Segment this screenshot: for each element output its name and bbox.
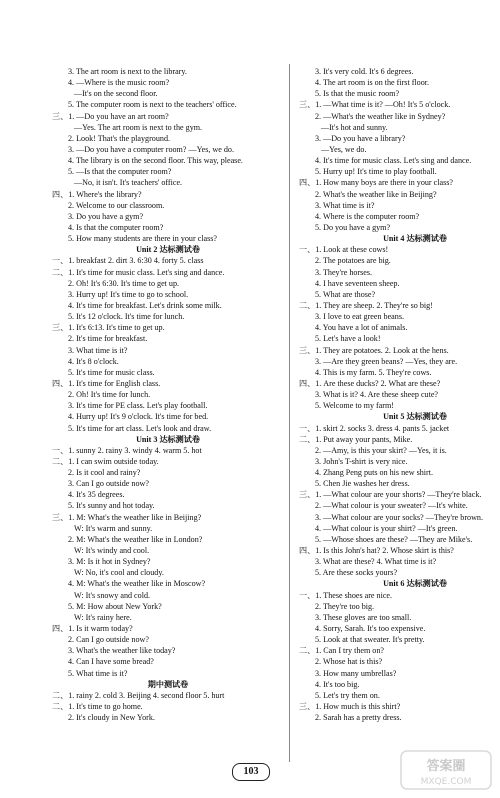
section-heading: 期中测试卷 [147, 679, 189, 689]
answer-line: 一、1. Look at these cows! [299, 245, 389, 255]
answer-line: 四、1. It's time for English class. [52, 378, 161, 388]
answer-line: 5. Let's try them on. [315, 690, 380, 700]
answer-line: 2. —What colour is your sweater? —It's white. [315, 501, 468, 511]
answer-line: 三、1. How much is this shirt? [299, 702, 401, 712]
answer-line: 4. It's too big. [315, 679, 360, 689]
answer-line: 4. —What colour is your shirt? —It's green. [315, 523, 458, 533]
answer-line: 3. Can I go outside now? [68, 479, 149, 489]
answer-line: 4. The art room is on the first floor. [315, 78, 430, 88]
answer-line: —It's on the second floor. [74, 89, 158, 99]
answer-line: 3. What time is it? [68, 345, 128, 355]
answer-line: 4. Where is the computer room? [315, 211, 420, 221]
answer-line: 5. —Is that the computer room? [68, 167, 172, 177]
answer-line: 2. Oh! It's 6:30. It's time to get up. [68, 278, 180, 288]
answer-line: 二、1. Can I try them on? [299, 646, 384, 656]
answer-line: 2. Can I go outside now? [68, 635, 149, 645]
answer-line: 5. How many students are there in your class? [68, 234, 218, 244]
answer-line: 4. I have seventeen sheep. [315, 278, 400, 288]
answer-line: 3. —Are they green beans? —Yes, they are. [315, 356, 458, 366]
answer-line: 4. Is that the computer room? [68, 222, 164, 232]
answer-line: 2. —Amy, is this your skirt? —Yes, it is. [315, 445, 447, 455]
answer-line: 2. M: What's the weather like in London? [68, 534, 203, 544]
answer-line: 四、1. Is this John's hat? 2. Whose skirt is this? [299, 546, 454, 556]
answer-line: 二、1. They are sheep. 2. They're so big! [299, 300, 433, 310]
answer-line: W: It's windy and cool. [74, 546, 150, 556]
answer-line: W: It's rainy here. [74, 612, 132, 622]
answer-line: 三、1. They are potatoes. 2. Look at the hens. [299, 345, 449, 355]
answer-line: W: No, it's cool and cloudy. [74, 568, 164, 578]
answer-line: 5. The computer room is next to the teachers' office. [68, 100, 237, 110]
answer-line: 一、1. breakfast 2. dirt 3. 6:30 4. forty 5. class [52, 256, 204, 266]
answer-line: 三、1. —What time is it? —Oh! It's 5 o'clock. [299, 100, 451, 110]
answer-line: 3. They're horses. [315, 267, 373, 277]
answer-line: 5. M: How about New York? [68, 601, 162, 611]
answer-line: 4. It's time for music class. Let's sing and dance. [315, 156, 472, 166]
answer-line: 3. —Do you have a library? [315, 133, 406, 143]
answer-line: 5. What time is it? [68, 668, 128, 678]
answer-line: 一、1. skirt 2. socks 3. dress 4. pants 5. jacket [299, 423, 450, 433]
answer-line: 四、1. Where's the library? [52, 189, 142, 199]
answer-line: 5. What are those? [315, 289, 376, 299]
answer-line: 2. It's time for breakfast. [68, 334, 148, 344]
section-heading: Unit 5 达标测试卷 [383, 412, 447, 422]
answer-line: 3. It's very cold. It's 6 degrees. [315, 67, 414, 76]
answer-line: 5. Do you have a gym? [315, 222, 391, 232]
answer-line: 3. What's the weather like today? [68, 646, 176, 656]
answer-line: 2. What's the weather like in Beijing? [315, 189, 437, 199]
answer-line: 3. John's T-shirt is very nice. [315, 456, 408, 466]
answer-line: 5. It's time for music class. [68, 367, 155, 377]
page-number: 103 [232, 763, 270, 781]
answer-line: W: It's snowy and cold. [74, 590, 151, 600]
answer-line: 5. Let's have a look! [315, 334, 381, 344]
answer-line: 4. —Where is the music room? [68, 78, 170, 88]
answer-line: 5. Are these socks yours? [315, 568, 398, 578]
answer-line: 3. —What colour are your socks? —They're brown. [315, 512, 484, 522]
answer-line: 5. Is that the music room? [315, 89, 400, 99]
section-heading: Unit 2 达标测试卷 [136, 245, 200, 255]
answer-line: —No, it isn't. It's teachers' office. [74, 178, 183, 188]
answer-line: 2. —What's the weather like in Sydney? [315, 111, 446, 121]
answer-line: 4. This is my farm. 5. They're cows. [315, 367, 432, 377]
svg-text:答案圈: 答案圈 [426, 759, 466, 774]
answer-line: 5. —Whose shoes are these? —They are Mike's. [315, 534, 473, 544]
answer-line: 二、1. Put away your pants, Mike. [299, 434, 413, 444]
watermark-logo [400, 750, 492, 790]
column-divider [289, 64, 290, 762]
answer-line: 四、1. How many boys are there in your class? [299, 178, 453, 188]
section-heading: Unit 6 达标测试卷 [383, 579, 447, 589]
answer-line: 5. Hurry up! It's time to play football. [315, 167, 437, 177]
answer-line: 三、1. —Do you have an art room? [52, 111, 169, 121]
answer-line: 3. —Do you have a computer room? —Yes, we do. [68, 144, 234, 154]
answer-line: 4. Zhang Peng puts on his new shirt. [315, 468, 434, 478]
answer-line: 3. It's time for PE class. Let's play football. [68, 401, 208, 411]
answer-line: 2. Welcome to our classroom. [68, 200, 165, 210]
answer-line: 3. How many umbrellas? [315, 668, 397, 678]
answer-line: 4. It's 8 o'clock. [68, 356, 119, 366]
answer-line: 4. Hurry up! It's 9 o'clock. It's time for bed. [68, 412, 209, 422]
answer-line: W: It's warm and sunny. [74, 523, 153, 533]
answer-line: 三、1. It's 6:13. It's time to get up. [52, 323, 165, 333]
answer-line: 4. You have a lot of animals. [315, 323, 408, 333]
answer-line: 5. It's 12 o'clock. It's time for lunch. [68, 312, 185, 322]
answer-line: —It's hot and sunny. [321, 122, 388, 132]
answer-line: —Yes, we do. [321, 144, 367, 154]
answer-line: 5. Welcome to my farm! [315, 401, 394, 411]
answer-line: 5. Look at that sweater. It's pretty. [315, 635, 425, 645]
answer-line: 2. Is it cool and rainy? [68, 468, 141, 478]
answer-line: 2. Whose hat is this? [315, 657, 383, 667]
answer-line: 二、1. I can swim outside today. [52, 456, 159, 466]
answer-line: 3. M: Is it hot in Sydney? [68, 557, 151, 567]
answer-line: 3. I love to eat green beans. [315, 312, 404, 322]
answer-line: 4. It's time for breakfast. Let's drink some milk. [68, 300, 222, 310]
answer-line: 一、1. These shoes are nice. [299, 590, 393, 600]
answer-line: 3. These gloves are too small. [315, 612, 412, 622]
answer-line: 一、1. sunny 2. rainy 3. windy 4. warm 5. hot [52, 445, 202, 455]
answer-line: 4. The library is on the second floor. This way, please. [68, 156, 243, 166]
answer-line: 2. Oh! It's time for lunch. [68, 390, 151, 400]
answer-line: 3. What are these? 4. What time is it? [315, 557, 437, 567]
section-heading: Unit 3 达标测试卷 [136, 434, 200, 444]
answer-line: 2. Look! That's the playground. [68, 133, 171, 143]
answer-line: 4. Can I have some bread? [68, 657, 154, 667]
answer-line: —Yes. The art room is next to the gym. [74, 122, 203, 132]
answer-line: 4. M: What's the weather like in Moscow? [68, 579, 206, 589]
answer-line: 三、1. —What colour are your shorts? —They're black. [299, 490, 482, 500]
answer-line: 2. Sarah has a pretty dress. [315, 713, 402, 723]
answer-line: 3. The art room is next to the library. [68, 67, 187, 76]
answer-line: 5. It's sunny and hot today. [68, 501, 155, 511]
answer-line: 3. What time is it? [315, 200, 375, 210]
answer-line: 5. Chen Jie washes her dress. [315, 479, 410, 489]
right-column [299, 66, 500, 723]
answer-line: 3. Hurry up! It's time to go to school. [68, 289, 189, 299]
left-column [52, 66, 284, 723]
answer-line: 二、1. It's time to go home. [52, 702, 143, 712]
answer-line: 三、1. M: What's the weather like in Beijing? [52, 512, 202, 522]
section-heading: Unit 4 达标测试卷 [383, 234, 447, 244]
answer-line: 4. It's 35 degrees. [68, 490, 125, 500]
answer-line: 3. Do you have a gym? [68, 211, 144, 221]
answer-line: 4. Sorry, Sarah. It's too expensive. [315, 624, 426, 634]
answer-line: 2. They're too big. [315, 601, 375, 611]
answer-line: 二、1. rainy 2. cold 3. Beijing 4. second floor 5. hurt [52, 690, 225, 700]
answer-line: 3. What is it? 4. Are these sheep cute? [315, 390, 439, 400]
answer-line: 四、1. Is it warm today? [52, 624, 133, 634]
answer-line: 二、1. It's time for music class. Let's sing and dance. [52, 267, 225, 277]
answer-line: 2. It's cloudy in New York. [68, 713, 155, 723]
answer-line: 2. The potatoes are big. [315, 256, 391, 266]
svg-text:MXQE.COM: MXQE.COM [420, 777, 472, 787]
answer-line: 5. It's time for art class. Let's look and draw. [68, 423, 212, 433]
answer-line: 四、1. Are these ducks? 2. What are these? [299, 378, 441, 388]
